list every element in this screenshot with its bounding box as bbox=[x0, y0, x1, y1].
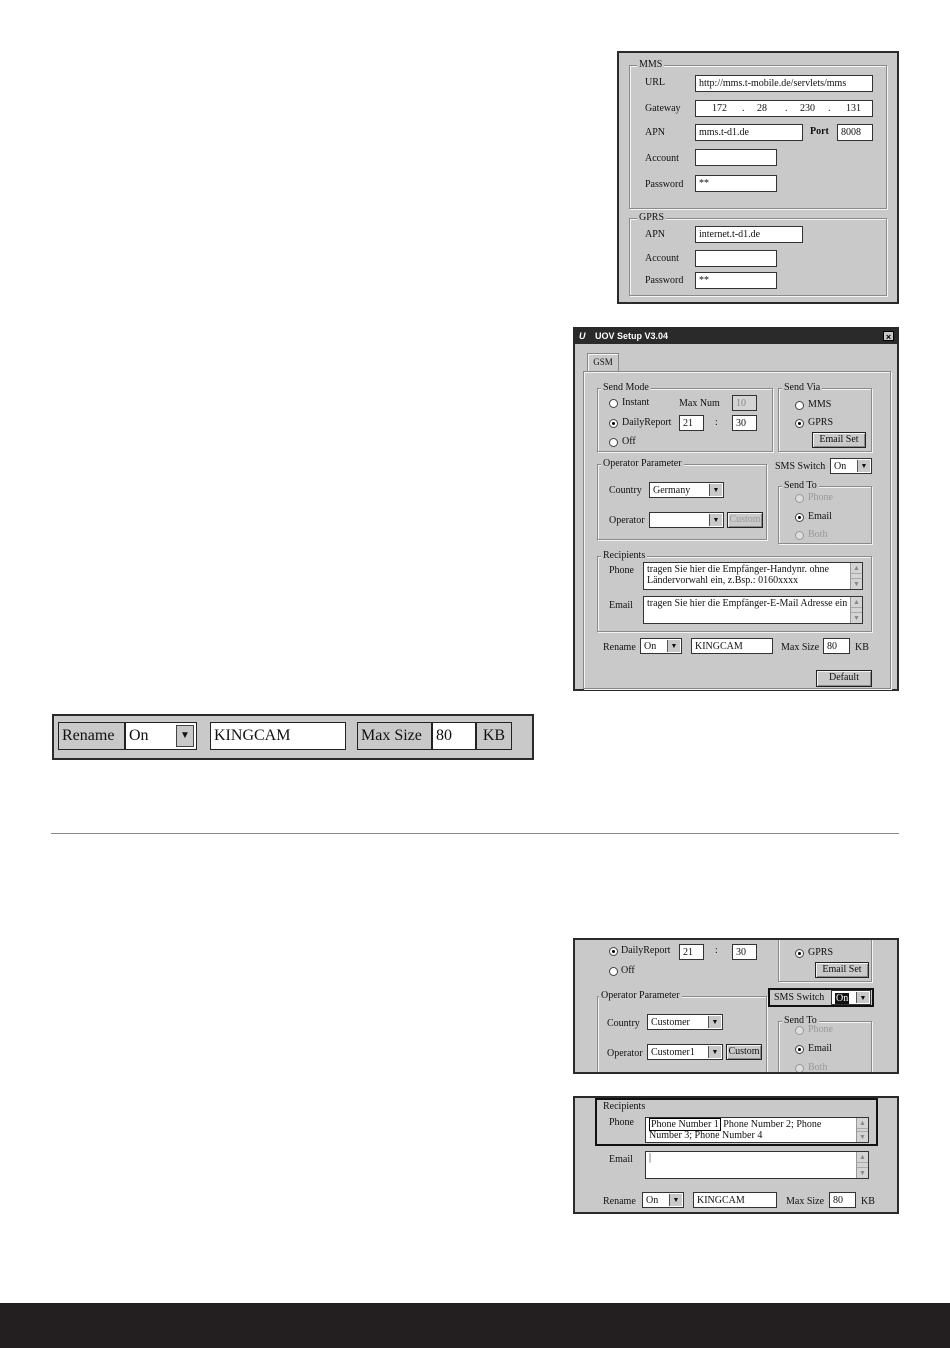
operator-label: Operator bbox=[609, 515, 645, 526]
rename-select[interactable] bbox=[640, 638, 682, 654]
scroll-up-icon[interactable]: ▲ bbox=[857, 1118, 868, 1129]
rename-text-input[interactable]: KINGCAM bbox=[691, 638, 773, 654]
crop-country-value: Customer bbox=[651, 1017, 690, 1028]
crop-email-set-button[interactable]: Email Set bbox=[815, 962, 869, 978]
crop-operator-label: Operator bbox=[607, 1048, 643, 1059]
footer-bar bbox=[0, 1303, 950, 1348]
crop-max-size-input[interactable]: 80 bbox=[829, 1192, 856, 1208]
url-label: URL bbox=[645, 77, 665, 88]
crop-daily-report-radio[interactable] bbox=[609, 947, 618, 956]
crop-gprs-label: GPRS bbox=[808, 947, 834, 958]
crop-hour-input[interactable]: 21 bbox=[679, 944, 704, 960]
gateway-octet-4: 131 bbox=[846, 103, 861, 114]
crop-off-radio[interactable] bbox=[609, 967, 618, 976]
chevron-down-icon[interactable]: ▼ bbox=[709, 484, 722, 496]
crop-email-scrollbar[interactable] bbox=[856, 1152, 868, 1178]
gprs-account-input[interactable] bbox=[695, 250, 777, 267]
crop-kb-label: KB bbox=[861, 1196, 875, 1207]
send-to-phone-radio bbox=[795, 494, 804, 503]
zoom-rename-value: On bbox=[129, 727, 149, 744]
password-label: Password bbox=[645, 179, 684, 190]
instant-radio[interactable] bbox=[609, 399, 618, 408]
gprs-account-label: Account bbox=[645, 253, 679, 264]
scroll-down-icon[interactable]: ▼ bbox=[851, 578, 862, 589]
crop-operator-value: Customer1 bbox=[651, 1047, 695, 1058]
uov-setup-window bbox=[573, 327, 899, 691]
minute-input[interactable]: 30 bbox=[732, 415, 757, 431]
daily-report-label: DailyReport bbox=[622, 417, 672, 428]
gprs-password-label: Password bbox=[645, 275, 684, 286]
rename-value: On bbox=[644, 641, 657, 652]
app-logo-icon: U bbox=[579, 331, 586, 341]
port-label: Port bbox=[810, 126, 829, 137]
send-to-email-radio[interactable] bbox=[795, 513, 804, 522]
phone-textarea[interactable] bbox=[643, 562, 863, 590]
chevron-down-icon[interactable]: ▼ bbox=[667, 640, 680, 652]
crop-custom-button[interactable]: Custom bbox=[726, 1044, 762, 1060]
send-to-email-label: Email bbox=[808, 511, 832, 522]
crop-sms-switch-label: SMS Switch bbox=[774, 992, 825, 1003]
zoom-rename-text[interactable]: KINGCAM bbox=[210, 722, 346, 750]
phone-scrollbar[interactable] bbox=[850, 563, 862, 589]
rename-label: Rename bbox=[603, 642, 636, 653]
port-input[interactable]: 8008 bbox=[837, 124, 873, 141]
crop-sms-switch-value: On bbox=[836, 993, 849, 1004]
crop-phone-radio bbox=[795, 1026, 804, 1035]
mms-legend: MMS bbox=[639, 59, 663, 70]
phone-rest-line-1: Phone Number 2; Phone bbox=[723, 1119, 822, 1130]
max-size-input[interactable]: 80 bbox=[823, 638, 850, 654]
crop-minute-input[interactable]: 30 bbox=[732, 944, 757, 960]
crop-email-cursor: | bbox=[649, 1152, 652, 1163]
crop-phone-label: Phone bbox=[609, 1117, 634, 1128]
crop-gprs-radio[interactable] bbox=[795, 949, 804, 958]
zoom-max-size-label: Max Size bbox=[357, 722, 432, 750]
gateway-dot-2: . bbox=[785, 103, 788, 114]
send-via-legend: Send Via bbox=[784, 382, 821, 393]
off-radio[interactable] bbox=[609, 438, 618, 447]
account-input[interactable] bbox=[695, 149, 777, 166]
password-input[interactable]: ** bbox=[695, 175, 777, 192]
crop-recipients-legend: Recipients bbox=[603, 1101, 646, 1112]
email-value: tragen Sie hier die Empfänger-E-Mail Adresse ein bbox=[647, 598, 848, 609]
window-titlebar bbox=[575, 329, 897, 344]
gateway-dot-1: . bbox=[742, 103, 745, 114]
crop-email-textarea[interactable] bbox=[645, 1151, 869, 1179]
sms-switch-value: On bbox=[834, 461, 847, 472]
window-title: UOV Setup V3.04 bbox=[595, 331, 669, 341]
send-to-legend: Send To bbox=[784, 480, 817, 491]
close-button[interactable]: × bbox=[883, 331, 894, 341]
crop-email-label: Email bbox=[808, 1043, 832, 1054]
zoom-kb-label: KB bbox=[476, 722, 512, 750]
send-to-phone-label: Phone bbox=[808, 492, 833, 503]
kb-label: KB bbox=[855, 642, 869, 653]
url-input[interactable]: http://mms.t-mobile.de/servlets/mms bbox=[695, 75, 873, 92]
mms-gprs-panel bbox=[617, 51, 899, 304]
email-scrollbar[interactable] bbox=[850, 597, 862, 623]
gprs-apn-label: APN bbox=[645, 229, 666, 240]
scroll-down-icon[interactable]: ▼ bbox=[857, 1167, 868, 1178]
operator-parameter-group bbox=[597, 464, 767, 540]
operator-parameter-legend: Operator Parameter bbox=[603, 458, 682, 469]
max-size-label: Max Size bbox=[781, 642, 820, 653]
max-num-label: Max Num bbox=[679, 398, 720, 409]
recipients-legend: Recipients bbox=[603, 550, 646, 561]
crop-both-label: Both bbox=[808, 1062, 828, 1073]
operator-crop bbox=[573, 938, 899, 1074]
zoom-max-size-input[interactable]: 80 bbox=[432, 722, 476, 750]
crop-country-label: Country bbox=[607, 1018, 640, 1029]
send-mode-legend: Send Mode bbox=[603, 382, 649, 393]
scroll-down-icon[interactable]: ▼ bbox=[851, 612, 862, 623]
gprs-password-input[interactable]: ** bbox=[695, 272, 777, 289]
crop-phone-textarea[interactable] bbox=[645, 1117, 869, 1143]
chevron-down-icon[interactable]: ▼ bbox=[708, 1046, 721, 1058]
crop-rename-value: On bbox=[646, 1195, 659, 1206]
gateway-input[interactable] bbox=[695, 100, 873, 117]
crop-country-select[interactable] bbox=[647, 1014, 723, 1030]
off-label: Off bbox=[622, 436, 636, 447]
phone-line-1: tragen Sie hier die Empfänger-Handynr. ohne bbox=[647, 564, 829, 575]
chevron-down-icon[interactable]: ▼ bbox=[669, 1194, 682, 1206]
instant-label: Instant bbox=[622, 397, 650, 408]
sms-switch-select[interactable] bbox=[830, 458, 872, 474]
crop-phone-line-2: Number 3; Phone Number 4 bbox=[649, 1130, 763, 1141]
crop-operator-legend: Operator Parameter bbox=[601, 990, 680, 1001]
crop-phone-scrollbar[interactable] bbox=[856, 1118, 868, 1142]
crop-both-radio bbox=[795, 1064, 804, 1073]
gateway-dot-3: . bbox=[828, 103, 831, 114]
scroll-up-icon[interactable]: ▲ bbox=[851, 563, 862, 574]
mms-label: MMS bbox=[808, 399, 832, 410]
scroll-down-icon[interactable]: ▼ bbox=[857, 1131, 868, 1142]
crop-operator-group bbox=[597, 996, 767, 1074]
phone-number-1-selection: Phone Number 1 bbox=[651, 1119, 719, 1130]
chevron-down-icon[interactable]: ▼ bbox=[856, 992, 869, 1003]
scroll-up-icon[interactable]: ▲ bbox=[851, 597, 862, 608]
phone-label: Phone bbox=[609, 565, 634, 576]
send-to-both-label: Both bbox=[808, 529, 828, 540]
gprs-radio[interactable] bbox=[795, 419, 804, 428]
tab-gsm[interactable]: GSM bbox=[587, 353, 619, 372]
crop-email-radio[interactable] bbox=[795, 1045, 804, 1054]
daily-report-radio[interactable] bbox=[609, 419, 618, 428]
custom-button: Custom bbox=[727, 512, 763, 528]
gprs-apn-input[interactable]: internet.t-d1.de bbox=[695, 226, 803, 243]
country-select[interactable] bbox=[649, 482, 724, 498]
apn-input[interactable]: mms.t-d1.de bbox=[695, 124, 803, 141]
apn-label: APN bbox=[645, 127, 666, 138]
crop-phone-line-1 bbox=[649, 1119, 865, 1130]
mms-radio[interactable] bbox=[795, 401, 804, 410]
crop-daily-report-label: DailyReport bbox=[621, 945, 671, 956]
email-set-button[interactable]: Email Set bbox=[812, 432, 866, 448]
section-divider bbox=[51, 833, 899, 834]
crop-max-size-label: Max Size bbox=[786, 1196, 825, 1207]
crop-operator-select[interactable] bbox=[647, 1044, 723, 1060]
crop-rename-text-input[interactable]: KINGCAM bbox=[693, 1192, 777, 1208]
sms-switch-label: SMS Switch bbox=[775, 461, 826, 472]
crop-send-to-legend: Send To bbox=[784, 1015, 817, 1026]
scroll-up-icon[interactable]: ▲ bbox=[857, 1152, 868, 1163]
crop-time-colon: : bbox=[715, 945, 718, 956]
recipients-crop bbox=[573, 1096, 899, 1214]
chevron-down-icon[interactable]: ▼ bbox=[857, 460, 870, 472]
crop-email-label: Email bbox=[609, 1154, 633, 1165]
gprs-label: GPRS bbox=[808, 417, 834, 428]
send-to-both-radio bbox=[795, 531, 804, 540]
hour-input[interactable]: 21 bbox=[679, 415, 704, 431]
account-label: Account bbox=[645, 153, 679, 164]
gateway-label: Gateway bbox=[645, 103, 681, 114]
crop-rename-select[interactable] bbox=[642, 1192, 684, 1208]
gateway-octet-2: 28 bbox=[757, 103, 767, 114]
rename-zoom-strip bbox=[52, 714, 534, 760]
crop-sms-switch-select[interactable] bbox=[831, 990, 871, 1005]
phone-line-2: Ländervorwahl ein, z.Bsp.: 0160xxxx bbox=[647, 575, 799, 586]
crop-off-label: Off bbox=[621, 965, 635, 976]
gateway-octet-1: 172 bbox=[712, 103, 727, 114]
chevron-down-icon[interactable]: ▼ bbox=[176, 725, 194, 747]
gprs-legend: GPRS bbox=[639, 212, 665, 223]
crop-phone-label: Phone bbox=[808, 1024, 833, 1035]
chevron-down-icon[interactable]: ▼ bbox=[709, 514, 722, 526]
country-value: Germany bbox=[653, 485, 691, 496]
chevron-down-icon[interactable]: ▼ bbox=[708, 1016, 721, 1028]
time-colon: : bbox=[715, 417, 718, 428]
email-textarea[interactable] bbox=[643, 596, 863, 624]
default-button[interactable]: Default bbox=[816, 670, 872, 687]
max-num-input: 10 bbox=[732, 395, 757, 411]
email-label: Email bbox=[609, 600, 633, 611]
zoom-rename-label: Rename bbox=[58, 722, 125, 750]
crop-rename-label: Rename bbox=[603, 1196, 636, 1207]
gateway-octet-3: 230 bbox=[800, 103, 815, 114]
zoom-rename-select[interactable] bbox=[125, 722, 197, 750]
country-label: Country bbox=[609, 485, 642, 496]
operator-select[interactable] bbox=[649, 512, 724, 528]
